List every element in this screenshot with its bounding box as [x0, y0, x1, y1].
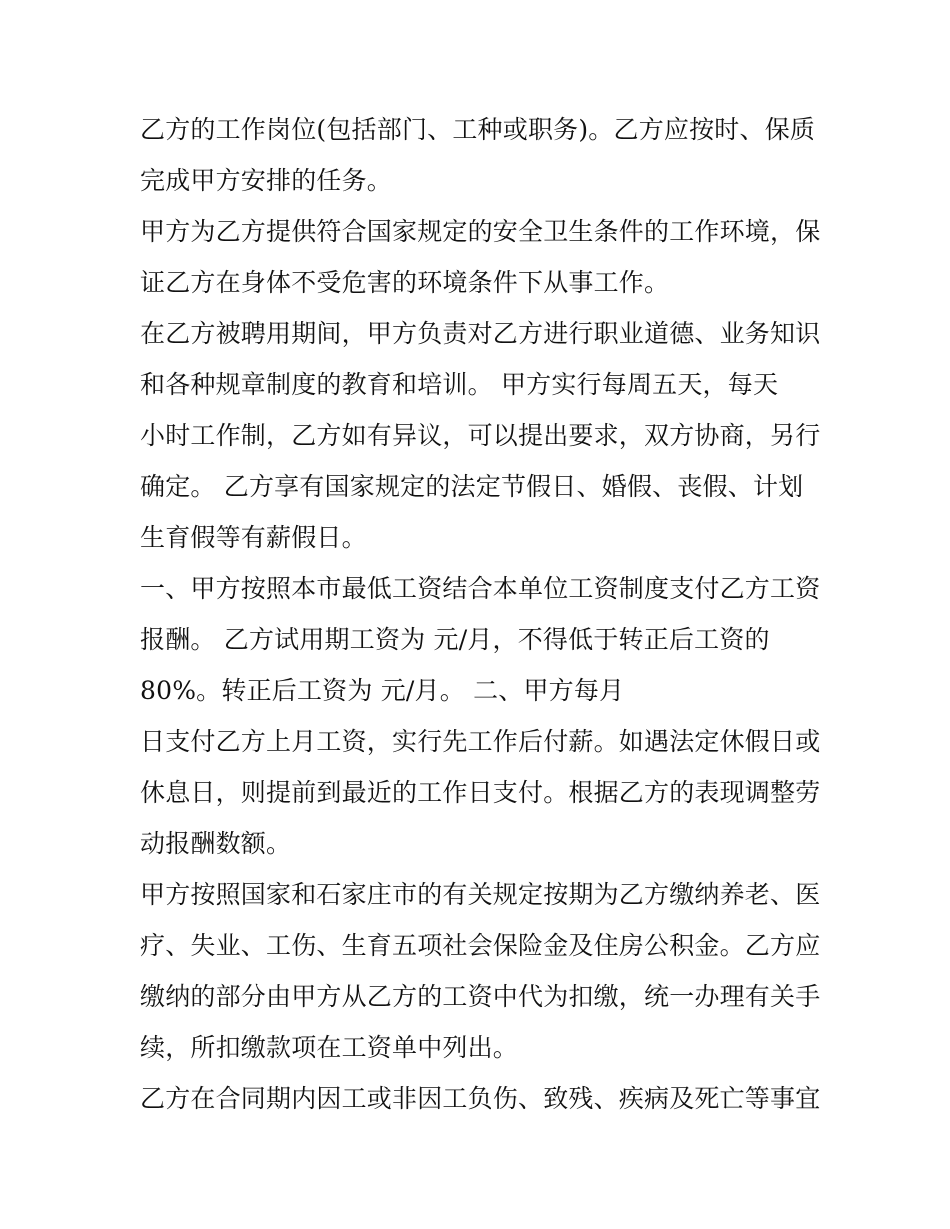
text-line: 和各种规章制度的教育和培训。 甲方实行每周五天，每天: [140, 370, 779, 399]
text-line: 动报酬数额。: [140, 829, 292, 858]
text-line: 报酬。 乙方试用期工资为 元/月，不得低于转正后工资的: [140, 625, 770, 654]
text-line: 完成甲方安排的任务。: [140, 166, 393, 195]
text-line: 续，所扣缴款项在工资单中列出。: [140, 1033, 519, 1062]
text-line: 在乙方被聘用期间，甲方负责对乙方进行职业道德、业务知识: [140, 319, 821, 348]
document-body: [140, 104, 830, 1124]
text-line: 休息日，则提前到最近的工作日支付。根据乙方的表现调整劳: [140, 778, 821, 807]
text-line: 乙方在合同期内因工或非因工负伤、致残、疾病及死亡等事宜: [140, 1084, 821, 1113]
text-line: 疗、失业、工伤、生育五项社会保险金及住房公积金。乙方应: [140, 931, 821, 960]
text-line: 甲方为乙方提供符合国家规定的安全卫生条件的工作环境，保: [140, 217, 821, 246]
text-line: 甲方按照国家和石家庄市的有关规定按期为乙方缴纳养老、医: [140, 880, 821, 909]
text-line: 确定。 乙方享有国家规定的法定节假日、婚假、丧假、计划: [140, 472, 804, 501]
text-line: 生育假等有薪假日。: [140, 523, 367, 552]
text-line: 一、甲方按照本市最低工资结合本单位工资制度支付乙方工资: [140, 574, 821, 603]
text-line: 日支付乙方上月工资，实行先工作后付薪。如遇法定休假日或: [140, 727, 821, 756]
text-line: 乙方的工作岗位(包括部门、工种或职务)。乙方应按时、保质: [140, 115, 816, 144]
text-line: 小时工作制，乙方如有异议，可以提出要求，双方协商，另行: [140, 421, 821, 450]
text-line: 证乙方在身体不受危害的环境条件下从事工作。: [140, 268, 670, 297]
text-line: 80%。转正后工资为 元/月。 二、甲方每月: [140, 676, 625, 705]
text-line: 缴纳的部分由甲方从乙方的工资中代为扣缴，统一办理有关手: [140, 982, 821, 1011]
